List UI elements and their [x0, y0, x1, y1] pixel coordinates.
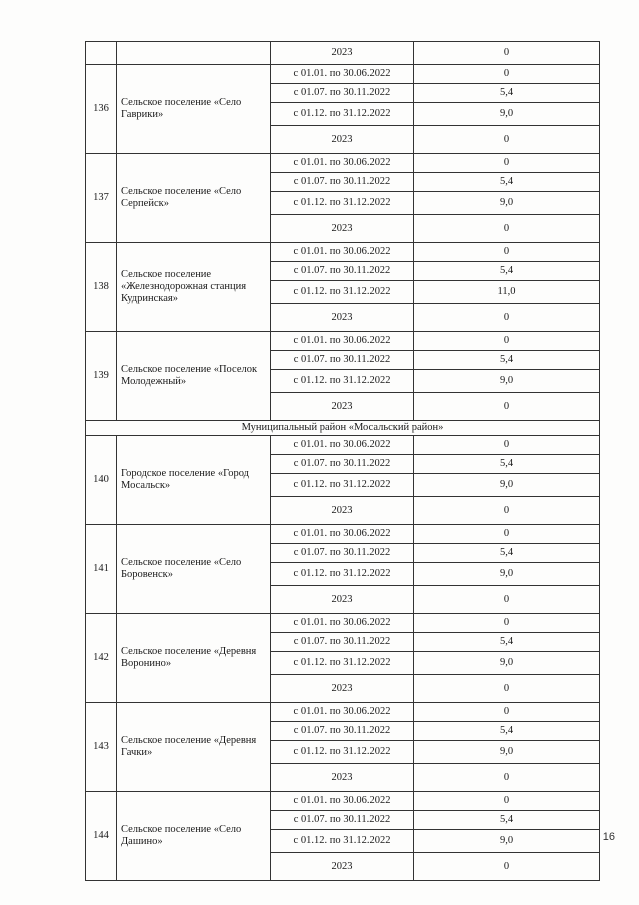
- value-text: 0: [503, 68, 510, 79]
- table-row: [86, 703, 600, 722]
- value-cell: [414, 436, 600, 455]
- period-cell: с 01.12. по 31.12.2022: [271, 741, 414, 764]
- row-number: 139: [86, 332, 117, 421]
- period-cell: 2023: [271, 393, 414, 421]
- table-row: [86, 332, 600, 351]
- period-cell: с 01.12. по 31.12.2022: [271, 192, 414, 215]
- period-cell: 2023: [271, 764, 414, 792]
- period-cell: с 01.07. по 30.11.2022: [271, 544, 414, 563]
- row-number: 136: [86, 65, 117, 154]
- value-text: 0: [503, 246, 510, 257]
- period-cell: 2023: [271, 215, 414, 243]
- period-cell: 2023: [271, 42, 414, 65]
- value-cell: 0: [414, 42, 600, 65]
- value-text: 0: [503, 157, 510, 168]
- value-text: 5,4: [499, 176, 514, 187]
- settlement-name: Сельское поселение «Деревня Гачки»: [117, 703, 271, 792]
- value-cell: [414, 154, 600, 173]
- value-cell: [414, 126, 600, 154]
- value-text: 5,4: [499, 354, 514, 365]
- settlement-name: [117, 42, 271, 65]
- value-cell: [414, 811, 600, 830]
- value-text: 0: [503, 335, 510, 346]
- row-number: 141: [86, 525, 117, 614]
- value-text: 9,0: [499, 835, 514, 846]
- period-cell: с 01.07. по 30.11.2022: [271, 173, 414, 192]
- period-cell: с 01.01. по 30.06.2022: [271, 436, 414, 455]
- period-cell: с 01.07. по 30.11.2022: [271, 722, 414, 741]
- value-cell: [414, 474, 600, 497]
- period-cell: 2023: [271, 586, 414, 614]
- settlement-name: Сельское поселение «Село Боровенск»: [117, 525, 271, 614]
- settlement-name: Сельское поселение «Село Серпейск»: [117, 154, 271, 243]
- period-cell: с 01.12. по 31.12.2022: [271, 281, 414, 304]
- value-cell: [414, 103, 600, 126]
- value-text: 5,4: [499, 87, 514, 98]
- settlement-name: Сельское поселение «Деревня Воронино»: [117, 614, 271, 703]
- value-cell: [414, 830, 600, 853]
- value-cell: [414, 215, 600, 243]
- period-cell: с 01.01. по 30.06.2022: [271, 243, 414, 262]
- value-text: 0: [503, 860, 510, 872]
- period-cell: с 01.12. по 31.12.2022: [271, 563, 414, 586]
- period-cell: с 01.12. по 31.12.2022: [271, 652, 414, 675]
- period-cell: с 01.12. по 31.12.2022: [271, 830, 414, 853]
- value-text: 0: [503, 400, 510, 412]
- section-title: Муниципальный район «Мосальский район»: [86, 421, 600, 436]
- value-text: 0: [503, 795, 510, 806]
- value-cell: [414, 455, 600, 474]
- value-cell: [414, 332, 600, 351]
- value-text: 0: [503, 504, 510, 516]
- tariff-table-body: [86, 42, 600, 881]
- value-text: 5,4: [499, 725, 514, 736]
- section-header-row: [86, 421, 600, 436]
- value-text: 0: [503, 528, 510, 539]
- value-text: 5,4: [499, 547, 514, 558]
- value-cell: [414, 192, 600, 215]
- value-text: 9,0: [499, 197, 514, 208]
- tariff-table: [85, 41, 600, 881]
- value-cell: [414, 525, 600, 544]
- value-cell: [414, 652, 600, 675]
- value-cell: [414, 304, 600, 332]
- row-number: 137: [86, 154, 117, 243]
- value-cell: [414, 764, 600, 792]
- value-text: 0: [503, 133, 510, 145]
- value-cell: [414, 281, 600, 304]
- period-cell: с 01.07. по 30.11.2022: [271, 811, 414, 830]
- value-text: 5,4: [499, 265, 514, 276]
- row-number: 142: [86, 614, 117, 703]
- value-cell: [414, 84, 600, 103]
- period-cell: с 01.12. по 31.12.2022: [271, 474, 414, 497]
- value-text: 9,0: [499, 746, 514, 757]
- settlement-name: Сельское поселение «Поселок Молодежный»: [117, 332, 271, 421]
- value-text: 0: [503, 439, 510, 450]
- row-number: [86, 42, 117, 65]
- value-cell: [414, 792, 600, 811]
- value-text: 9,0: [499, 568, 514, 579]
- value-text: 0: [503, 222, 510, 234]
- value-cell: [414, 563, 600, 586]
- table-row: [86, 525, 600, 544]
- value-text: 0: [503, 311, 510, 323]
- value-cell: [414, 65, 600, 84]
- value-cell: [414, 741, 600, 764]
- value-cell: [414, 393, 600, 421]
- period-cell: с 01.01. по 30.06.2022: [271, 614, 414, 633]
- period-cell: с 01.01. по 30.06.2022: [271, 703, 414, 722]
- value-text: 9,0: [499, 479, 514, 490]
- settlement-name: Сельское поселение «Село Дашино»: [117, 792, 271, 881]
- period-cell: с 01.01. по 30.06.2022: [271, 154, 414, 173]
- table-row: [86, 154, 600, 173]
- value-text: 0: [503, 771, 510, 783]
- period-cell: с 01.07. по 30.11.2022: [271, 633, 414, 652]
- value-text: 0: [503, 706, 510, 717]
- period-cell: с 01.07. по 30.11.2022: [271, 455, 414, 474]
- value-cell: [414, 722, 600, 741]
- value-cell: [414, 370, 600, 393]
- period-cell: с 01.01. по 30.06.2022: [271, 332, 414, 351]
- value-text: 11,0: [497, 286, 516, 297]
- table-row: [86, 65, 600, 84]
- value-text: 0: [503, 593, 510, 605]
- period-cell: с 01.01. по 30.06.2022: [271, 792, 414, 811]
- period-cell: 2023: [271, 853, 414, 881]
- settlement-name: Городское поселение «Город Мосальск»: [117, 436, 271, 525]
- value-cell: [414, 675, 600, 703]
- value-text: 5,4: [499, 814, 514, 825]
- row-number: 144: [86, 792, 117, 881]
- period-cell: с 01.12. по 31.12.2022: [271, 103, 414, 126]
- value-text: 0: [503, 682, 510, 694]
- value-cell: [414, 703, 600, 722]
- row-number: 138: [86, 243, 117, 332]
- period-cell: с 01.12. по 31.12.2022: [271, 370, 414, 393]
- page-number: 16: [602, 831, 615, 843]
- table-row: [86, 436, 600, 455]
- value-text: 9,0: [499, 657, 514, 668]
- period-cell: 2023: [271, 675, 414, 703]
- settlement-name: Сельское поселение «Железнодорожная станция Кудринская»: [117, 243, 271, 332]
- value-cell: [414, 853, 600, 881]
- period-cell: с 01.07. по 30.11.2022: [271, 262, 414, 281]
- value-cell: [414, 351, 600, 370]
- value-text: 5,4: [499, 636, 514, 647]
- table-row: [86, 243, 600, 262]
- period-cell: 2023: [271, 304, 414, 332]
- period-cell: 2023: [271, 126, 414, 154]
- period-cell: с 01.07. по 30.11.2022: [271, 84, 414, 103]
- value-text: 5,4: [499, 458, 514, 469]
- value-cell: [414, 614, 600, 633]
- value-cell: [414, 173, 600, 192]
- table-row: [86, 614, 600, 633]
- settlement-name: Сельское поселение «Село Гаврики»: [117, 65, 271, 154]
- value-text: 9,0: [499, 108, 514, 119]
- row-number: 143: [86, 703, 117, 792]
- value-text: 9,0: [499, 375, 514, 386]
- value-cell: [414, 586, 600, 614]
- value-text: 0: [503, 617, 510, 628]
- value-cell: [414, 262, 600, 281]
- value-cell: [414, 243, 600, 262]
- value-cell: [414, 497, 600, 525]
- value-cell: [414, 633, 600, 652]
- table-row: [86, 792, 600, 811]
- period-cell: с 01.07. по 30.11.2022: [271, 351, 414, 370]
- row-number: 140: [86, 436, 117, 525]
- period-cell: с 01.01. по 30.06.2022: [271, 525, 414, 544]
- period-cell: 2023: [271, 497, 414, 525]
- period-cell: с 01.01. по 30.06.2022: [271, 65, 414, 84]
- value-cell: [414, 544, 600, 563]
- table-row: [86, 42, 600, 65]
